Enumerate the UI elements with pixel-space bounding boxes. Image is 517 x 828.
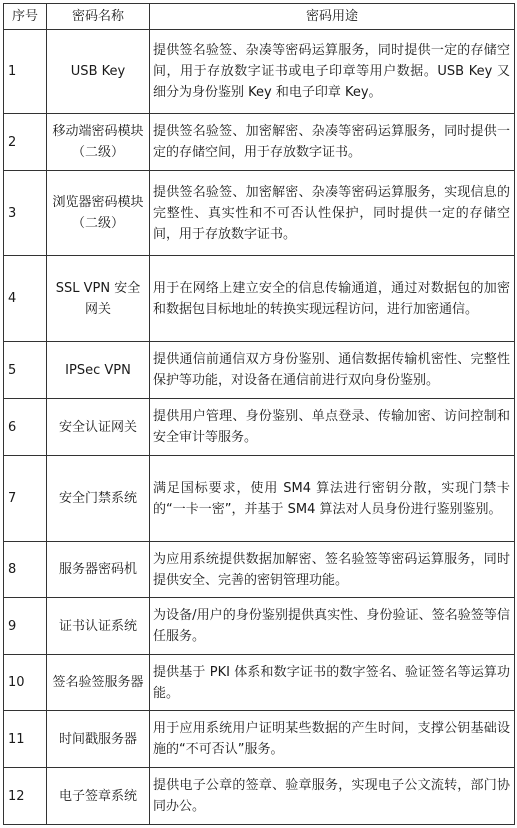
row-index: 10 xyxy=(4,655,47,711)
row-usage: 为设备/用户的身份鉴别提供真实性、身份验证、签名验签等信任服务。 xyxy=(150,598,515,655)
row-name: 证书认证系统 xyxy=(47,598,150,655)
row-name: SSL VPN 安全网关 xyxy=(47,256,150,342)
table-header-row xyxy=(4,4,515,30)
header-name: 密码名称 xyxy=(47,4,150,30)
row-index: 12 xyxy=(4,768,47,825)
row-index: 6 xyxy=(4,399,47,456)
table-row xyxy=(4,30,515,114)
table-row xyxy=(4,768,515,825)
row-usage: 提供用户管理、身份鉴别、单点登录、传输加密、访问控制和安全审计等服务。 xyxy=(150,399,515,456)
row-name: 移动端密码模块（二级） xyxy=(47,114,150,171)
row-name: USB Key xyxy=(47,30,150,114)
table-row xyxy=(4,655,515,711)
row-usage: 提供基于 PKI 体系和数字证书的数字签名、验证签名等运算功能。 xyxy=(150,655,515,711)
table-row xyxy=(4,456,515,542)
row-usage: 提供签名验签、加密解密、杂凑等密码运算服务，同时提供一定的存储空间，用于存放数字证书。 xyxy=(150,114,515,171)
table-row xyxy=(4,256,515,342)
row-index: 8 xyxy=(4,542,47,598)
table-row xyxy=(4,342,515,399)
row-index: 9 xyxy=(4,598,47,655)
row-name: 浏览器密码模块（二级） xyxy=(47,171,150,256)
table-row xyxy=(4,114,515,171)
header-usage: 密码用途 xyxy=(150,4,515,30)
crypto-products-table xyxy=(3,3,515,825)
table-row xyxy=(4,399,515,456)
row-index: 1 xyxy=(4,30,47,114)
table-row xyxy=(4,598,515,655)
row-index: 3 xyxy=(4,171,47,256)
row-index: 11 xyxy=(4,711,47,768)
row-index: 2 xyxy=(4,114,47,171)
row-usage: 用于在网络上建立安全的信息传输通道，通过对数据包的加密和数据包目标地址的转换实现远程访问，进行加密通信。 xyxy=(150,256,515,342)
header-index: 序号 xyxy=(4,4,47,30)
row-usage: 提供签名验签、杂凑等密码运算服务，同时提供一定的存储空间，用于存放数字证书或电子印章等用户数据。USB Key 又细分为身份鉴别 Key 和电子印章 Key。 xyxy=(150,30,515,114)
row-index: 5 xyxy=(4,342,47,399)
row-name: 时间戳服务器 xyxy=(47,711,150,768)
row-usage: 满足国标要求，使用 SM4 算法进行密钥分散，实现门禁卡的“一卡一密”，并基于 SM4 算法对人员身份进行鉴别鉴别。 xyxy=(150,456,515,542)
row-usage: 提供签名验签、加密解密、杂凑等密码运算服务，实现信息的完整性、真实性和不可否认性保护，同时提供一定的存储空间，用于存放数字证书。 xyxy=(150,171,515,256)
row-name: 服务器密码机 xyxy=(47,542,150,598)
table-row xyxy=(4,171,515,256)
row-name: IPSec VPN xyxy=(47,342,150,399)
table-row xyxy=(4,542,515,598)
row-usage: 提供通信前通信双方身份鉴别、通信数据传输机密性、完整性保护等功能，对设备在通信前进行双向身份鉴别。 xyxy=(150,342,515,399)
row-index: 7 xyxy=(4,456,47,542)
row-name: 签名验签服务器 xyxy=(47,655,150,711)
row-name: 安全门禁系统 xyxy=(47,456,150,542)
row-usage: 提供电子公章的签章、验章服务，实现电子公文流转，部门协同办公。 xyxy=(150,768,515,825)
row-name: 安全认证网关 xyxy=(47,399,150,456)
table-row xyxy=(4,711,515,768)
row-name: 电子签章系统 xyxy=(47,768,150,825)
row-usage: 用于应用系统用户证明某些数据的产生时间，支撑公钥基础设施的“不可否认”服务。 xyxy=(150,711,515,768)
row-usage: 为应用系统提供数据加解密、签名验签等密码运算服务，同时提供安全、完善的密钥管理功能。 xyxy=(150,542,515,598)
row-index: 4 xyxy=(4,256,47,342)
